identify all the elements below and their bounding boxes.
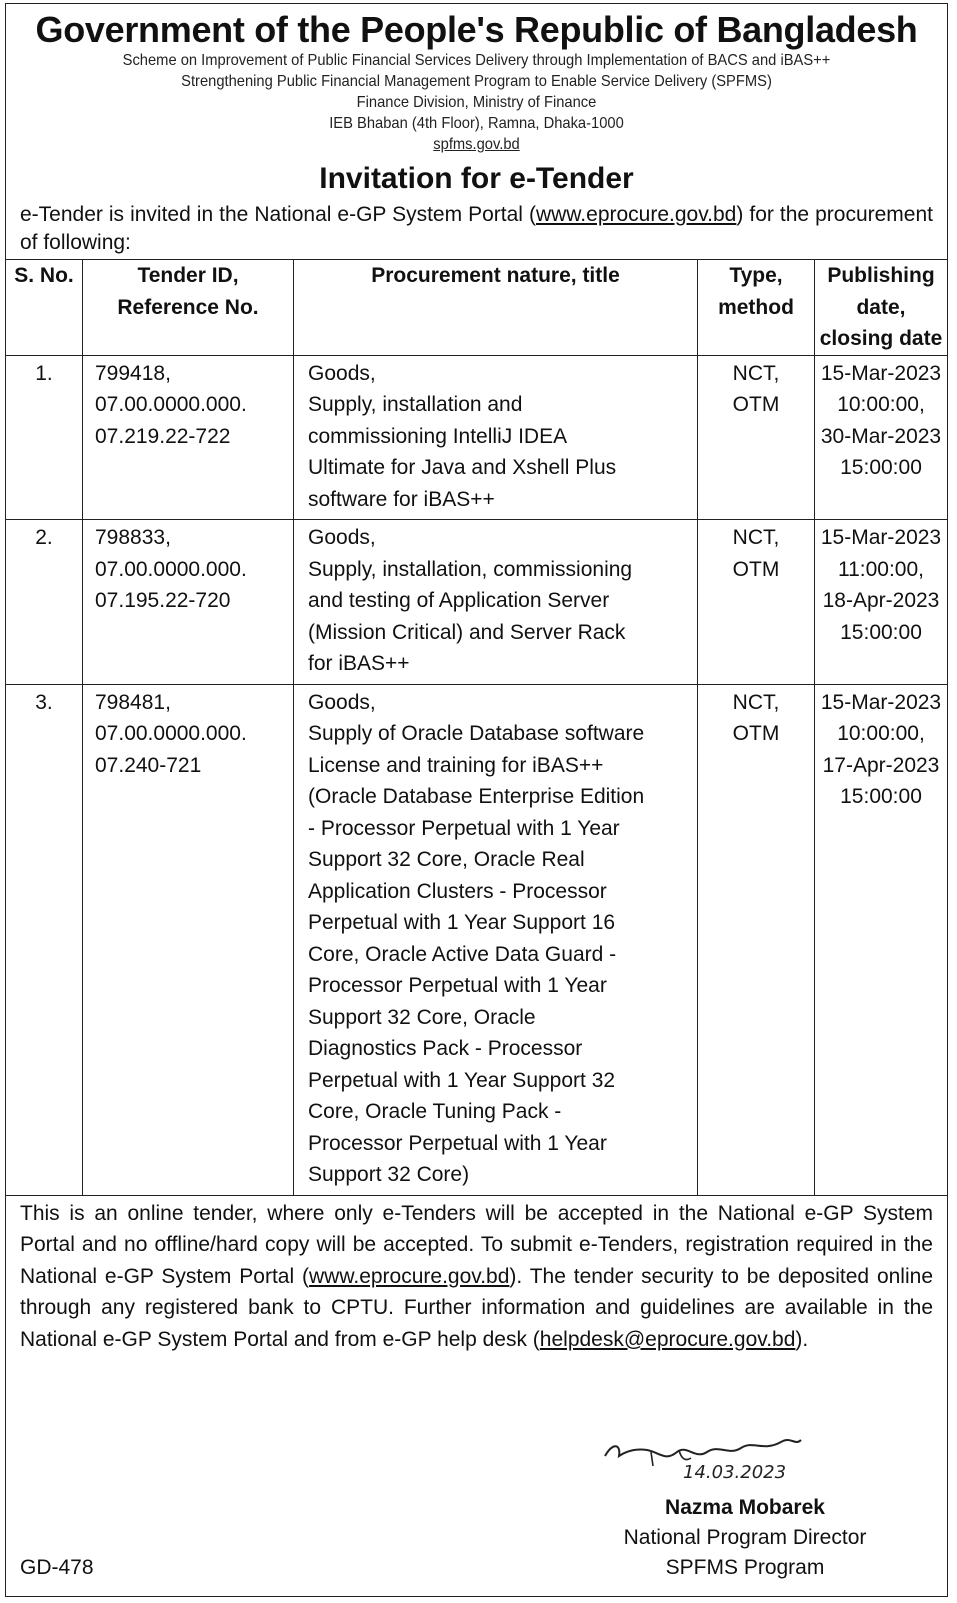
title-line: Perpetual with 1 Year Support 32 <box>308 1068 616 1092</box>
tender-id-line: 799418, <box>95 361 171 385</box>
instructions-paragraph <box>6 1196 947 1356</box>
cell-sno: 3. <box>6 684 83 1195</box>
table-row <box>6 355 947 520</box>
date-line: 15-Mar-2023 <box>820 526 942 549</box>
title-line: Ultimate for Java and Xshell Plus <box>308 456 617 479</box>
date-line: 11:00:00, <box>837 557 925 581</box>
cell-sno: 2. <box>6 520 83 685</box>
title-line: Processor Perpetual with 1 Year <box>308 974 607 997</box>
address-line: IEB Bhaban (4th Floor), Ramna, Dhaka-1000 <box>329 115 624 132</box>
tender-notice <box>5 3 948 1597</box>
division-line: Finance Division, Ministry of Finance <box>356 94 597 111</box>
date-line: 18-Apr-2023 <box>822 589 940 612</box>
date-line: 15-Mar-2023 <box>820 690 942 714</box>
header-sno: S. No. <box>6 260 83 356</box>
title-line: Diagnostics Pack - Processor <box>308 1037 583 1060</box>
date-line: 15:00:00 <box>840 785 922 808</box>
signature-date: 14.03.2023 <box>683 1462 787 1483</box>
type-line: NCT, <box>732 690 780 714</box>
government-title: Government of the People's Republic of Bangladesh <box>35 9 918 50</box>
cell-type <box>698 520 815 685</box>
tender-id-line: 07.195.22-720 <box>95 589 231 612</box>
title-line: Perpetual with 1 Year Support 16 <box>308 911 616 934</box>
cell-tender-id <box>83 520 294 685</box>
title-line: Support 32 Core) <box>308 1163 470 1186</box>
notice-header <box>6 10 947 197</box>
cell-dates <box>815 355 948 520</box>
tender-id-line: 07.00.0000.000. <box>95 393 247 416</box>
title-line: Processor Perpetual with 1 Year <box>308 1131 607 1155</box>
type-line: NCT, <box>732 526 780 549</box>
title-line: Supply, installation and <box>308 393 523 416</box>
date-line: 17-Apr-2023 <box>822 753 940 777</box>
title-line: Goods, <box>308 361 376 385</box>
eprocure-link[interactable]: www.eprocure.gov.bd <box>535 203 737 226</box>
handwritten-signature <box>595 1422 895 1486</box>
table-row <box>6 520 947 685</box>
signatory-program: SPFMS Program <box>665 1556 825 1579</box>
date-line: 15:00:00 <box>840 456 922 479</box>
instructions-text-3: ). <box>795 1327 809 1351</box>
type-line: OTM <box>732 393 780 416</box>
intro-text-end: ) for the procurement of following: <box>20 203 933 254</box>
eprocure-footer-link[interactable]: www.eprocure.gov.bd <box>309 1264 510 1288</box>
intro-text-start: e-Tender is invited in the National e-GP System Portal ( <box>20 203 536 226</box>
date-line: 10:00:00, <box>837 393 925 416</box>
tender-id-line: 07.00.0000.000. <box>95 557 247 581</box>
cell-title <box>294 684 698 1195</box>
notice-code: GD-478 <box>20 1556 94 1579</box>
header-dates: Publishing date, closing date <box>815 260 948 356</box>
title-line: License and training for iBAS++ <box>308 753 604 777</box>
title-line: Application Clusters - Processor <box>308 879 607 903</box>
cell-sno: 1. <box>6 355 83 520</box>
intro-paragraph <box>6 201 947 257</box>
header-title: Procurement nature, title <box>294 260 698 356</box>
title-line: commissioning IntelliJ IDEA <box>308 424 568 448</box>
title-line: and testing of Application Server <box>308 589 610 612</box>
signature-block <box>595 1422 895 1583</box>
cell-tender-id <box>83 355 294 520</box>
title-line: software for iBAS++ <box>308 487 495 511</box>
instructions-text-2: ). The tender security to be deposited online through any registered bank to CPTU. Further information and guidelines are available in the National e-GP System Portal and from e-GP help desk ( <box>20 1264 933 1351</box>
cell-title <box>294 355 698 520</box>
title-line: (Oracle Database Enterprise Edition <box>308 785 645 808</box>
cell-title <box>294 520 698 685</box>
title-line: Support 32 Core, Oracle Real <box>308 848 585 871</box>
tender-id-line: 798481, <box>95 690 171 714</box>
signatory-designation: National Program Director <box>623 1526 867 1549</box>
tender-id-line: 07.240-721 <box>95 753 202 777</box>
table-row <box>6 684 947 1195</box>
title-line: for iBAS++ <box>308 652 410 675</box>
notice-title: Invitation for e-Tender <box>319 162 634 195</box>
title-line: Goods, <box>308 526 376 549</box>
website-link[interactable]: spfms.gov.bd <box>433 136 520 153</box>
title-line: (Mission Critical) and Server Rack <box>308 620 626 644</box>
title-line: Supply of Oracle Database software <box>308 722 645 745</box>
date-line: 15:00:00 <box>840 620 922 644</box>
tender-id-line: 07.219.22-722 <box>95 424 231 448</box>
title-line: Core, Oracle Active Data Guard - <box>308 942 617 966</box>
tender-id-line: 07.00.0000.000. <box>95 722 247 745</box>
type-line: OTM <box>732 722 780 745</box>
instructions-text-1: This is an online tender, where only e-Tenders will be accepted in the National e-GP System Portal and no offline/hard copy will be accepted. To submit e-Tenders, registration required in the National e-GP System Portal ( <box>20 1201 933 1288</box>
cell-dates <box>815 520 948 685</box>
type-line: OTM <box>732 557 780 581</box>
program-line: Strengthening Public Financial Management Program to Enable Service Delivery (SPFMS) <box>181 73 772 90</box>
scheme-line: Scheme on Improvement of Public Financial Services Delivery through Implementation of BACS and iBAS++ <box>122 52 831 69</box>
title-line: Supply, installation, commissioning <box>308 557 633 581</box>
header-tender-id: Tender ID, Reference No. <box>83 260 294 356</box>
title-line: Core, Oracle Tuning Pack - <box>308 1100 562 1123</box>
signatory-name: Nazma Mobarek <box>665 1496 825 1519</box>
type-line: NCT, <box>732 361 780 385</box>
table-header-row <box>6 260 947 356</box>
cell-type <box>698 684 815 1195</box>
cell-tender-id <box>83 684 294 1195</box>
title-line: Support 32 Core, Oracle <box>308 1005 536 1029</box>
tender-table <box>6 259 947 1196</box>
title-line: Goods, <box>308 690 376 714</box>
helpdesk-email-link[interactable]: helpdesk@eprocure.gov.bd <box>539 1327 796 1351</box>
date-line: 10:00:00, <box>837 722 925 745</box>
cell-type <box>698 355 815 520</box>
date-line: 30-Mar-2023 <box>820 424 942 448</box>
header-type: Type, method <box>698 260 815 356</box>
date-line: 15-Mar-2023 <box>820 361 942 385</box>
tender-id-line: 798833, <box>95 526 171 549</box>
title-line: - Processor Perpetual with 1 Year <box>308 816 620 840</box>
cell-dates <box>815 684 948 1195</box>
